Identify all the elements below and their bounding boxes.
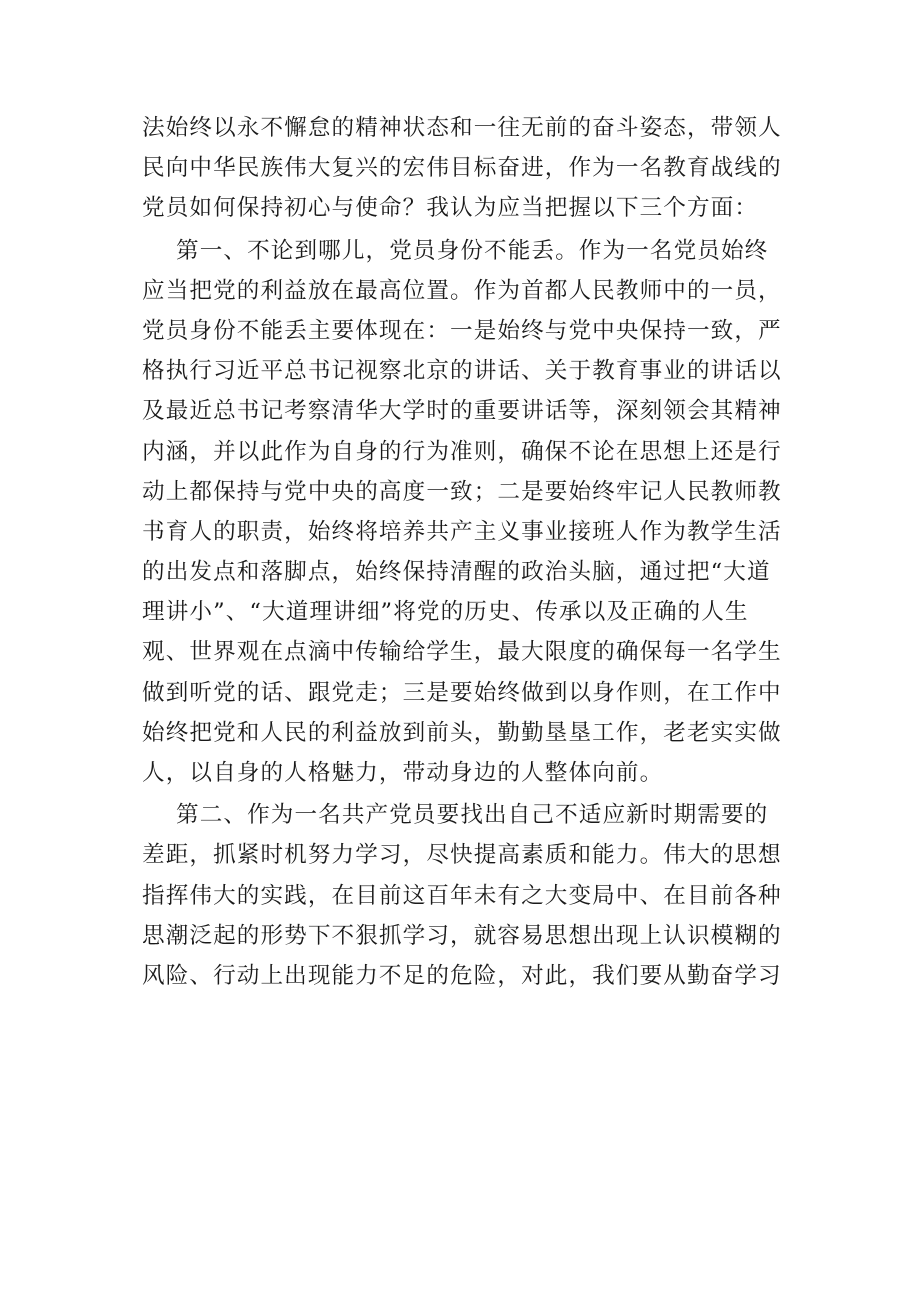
text-line: 民向中华民族伟大复兴的宏伟目标奋进，作为一名教育战线的 bbox=[142, 155, 782, 182]
text-line: 始终把党和人民的利益放到前头，勤勤垦垦工作，老老实实做 bbox=[142, 719, 782, 746]
paragraph-point-one bbox=[142, 231, 782, 794]
text-line: 格执行习近平总书记视察北京的讲话、关于教育事业的讲话以 bbox=[142, 358, 782, 385]
text-line: 应当把党的利益放在最高位置。作为首都人民教师中的一员， bbox=[142, 277, 782, 304]
text-line: 理讲小”、“大道理讲细”将党的历史、传承以及正确的人生 bbox=[142, 599, 749, 626]
text-line: 第二、作为一名共产党员要找出自己不适应新时期需要的 bbox=[176, 802, 769, 829]
text-line: 差距，抓紧时机努力学习，尽快提高素质和能力。伟大的思想 bbox=[142, 842, 782, 869]
paragraph-intro-continuation bbox=[142, 108, 782, 229]
text-line: 人，以自身的人格魅力，带动身边的人整体向前。 bbox=[142, 760, 664, 786]
text-line: 书育人的职责，始终将培养共产主义事业接班人作为教学生活 bbox=[142, 518, 782, 545]
text-line: 风险、行动上出现能力不足的危险，对此，我们要从勤奋学习 bbox=[142, 962, 782, 989]
text-line: 的出发点和落脚点，始终保持清醒的政治头脑，通过把“大道 bbox=[142, 559, 771, 586]
paragraph-point-two bbox=[142, 795, 782, 996]
text-line: 做到听党的话、跟党走；三是要始终做到以身作则，在工作中 bbox=[142, 679, 782, 706]
text-line: 指挥伟大的实践，在目前这百年未有之大变局中、在目前各种 bbox=[142, 882, 782, 909]
text-line: 党员如何保持初心与使命？我认为应当把握以下三个方面： bbox=[142, 195, 759, 222]
text-line: 动上都保持与党中央的高度一致；二是要始终牢记人民教师教 bbox=[142, 478, 782, 505]
text-line: 内涵，并以此作为自身的行为准则，确保不论在思想上还是行 bbox=[142, 438, 782, 465]
text-line: 第一、不论到哪儿，党员身份不能丢。作为一名党员始终 bbox=[176, 237, 769, 264]
text-line: 观、世界观在点滴中传输给学生，最大限度的确保每一名学生 bbox=[142, 639, 782, 666]
document-body bbox=[142, 108, 782, 996]
text-line: 及最近总书记考察清华大学时的重要讲话等，深刻领会其精神 bbox=[142, 398, 782, 425]
text-line: 思潮泛起的形势下不狠抓学习，就容易思想出现上认识模糊的 bbox=[142, 922, 782, 949]
text-line: 党员身份不能丢主要体现在：一是始终与党中央保持一致，严 bbox=[142, 317, 782, 344]
text-line: 法始终以永不懈怠的精神状态和一往无前的奋斗姿态，带领人 bbox=[142, 115, 782, 141]
